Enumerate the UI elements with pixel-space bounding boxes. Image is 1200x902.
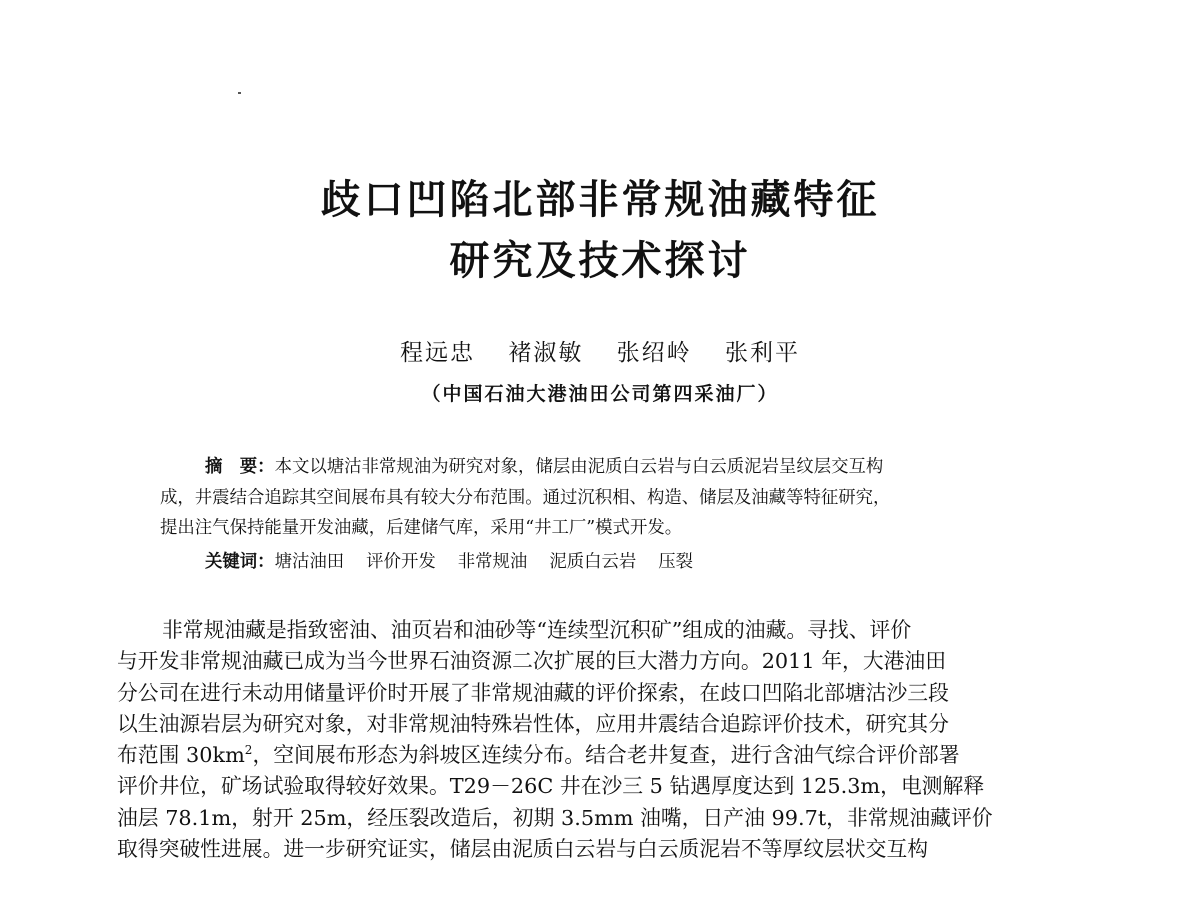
author-name: 褚淑敏 <box>508 340 584 366</box>
body-line: 分公司在进行未动用储量评价时开展了非常规油藏的评价探索，在歧口凹陷北部塘沽沙三段 <box>117 680 949 705</box>
body-line <box>117 740 1097 771</box>
keyword-item: 非常规油 <box>457 552 528 572</box>
scan-speck <box>238 92 241 94</box>
body-line: 以生油源岩层为研究对象，对非常规油特殊岩性体，应用井震结合追踪评价技术，研究其分 <box>117 711 949 736</box>
body-line: 取得突破性进展。进一步研究证实，储层由泥质白云岩与白云质泥岩不等厚纹层状交互构 <box>117 837 929 862</box>
paper-title-line1: 歧口凹陷北部非常规油藏特征 <box>320 177 880 223</box>
author-name: 张绍岭 <box>616 340 692 366</box>
superscript: 2 <box>244 743 253 758</box>
abstract-line: 提出注气保持能量开发油藏，后建储气库，采用“井工厂”模式开发。 <box>160 518 683 538</box>
body-text-segment: 布范围 30km <box>117 743 245 768</box>
body-line: 评价井位，矿场试验取得较好效果。T29－26C 井在沙三 5 钻遇厚度达到 125.3m，电测解释 <box>117 774 985 799</box>
keyword-item: 评价开发 <box>366 552 436 572</box>
abstract-label: 摘 要： <box>205 457 275 477</box>
keywords-label: 关键词： <box>205 552 275 572</box>
author-name: 张利平 <box>724 340 800 366</box>
author-affiliation: （中国石油大港油田公司第四采油厂） <box>421 383 779 405</box>
keyword-item: 泥质白云岩 <box>549 552 637 572</box>
abstract-line: 成，井震结合追踪其空间展布具有较大分布范围。通过沉积相、构造、储层及油藏等特征研究， <box>160 487 891 508</box>
body-paragraph <box>117 615 1097 865</box>
author-list <box>0 338 1200 368</box>
keyword-item: 塘沽油田 <box>274 552 345 572</box>
author-name: 程远忠 <box>400 340 476 366</box>
abstract <box>160 452 1060 544</box>
body-line: 与开发非常规油藏已成为当今世界石油资源二次扩展的巨大潜力方向。2011 年，大港油田 <box>117 649 947 674</box>
keywords <box>205 547 715 577</box>
body-line: 非常规油藏是指致密油、油页岩和油砂等“连续型沉积矿”组成的油藏。寻找、评价 <box>162 618 912 642</box>
keyword-item: 压裂 <box>658 552 694 572</box>
body-line: 油层 78.1m，射开 25m，经压裂改造后，初期 3.5mm 油嘴，日产油 99.7t，非常规油藏评价 <box>117 805 993 830</box>
body-text-segment: ，空间展布形态为斜坡区连续分布。结合老井复查，进行含油气综合评价部署 <box>252 743 960 768</box>
abstract-text: 本文以塘沽非常规油为研究对象，储层由泥质白云岩与白云质泥岩呈纹层交互构 <box>274 457 884 477</box>
paper-title-line2: 研究及技术探讨 <box>449 238 751 284</box>
abstract-line <box>160 452 1060 483</box>
